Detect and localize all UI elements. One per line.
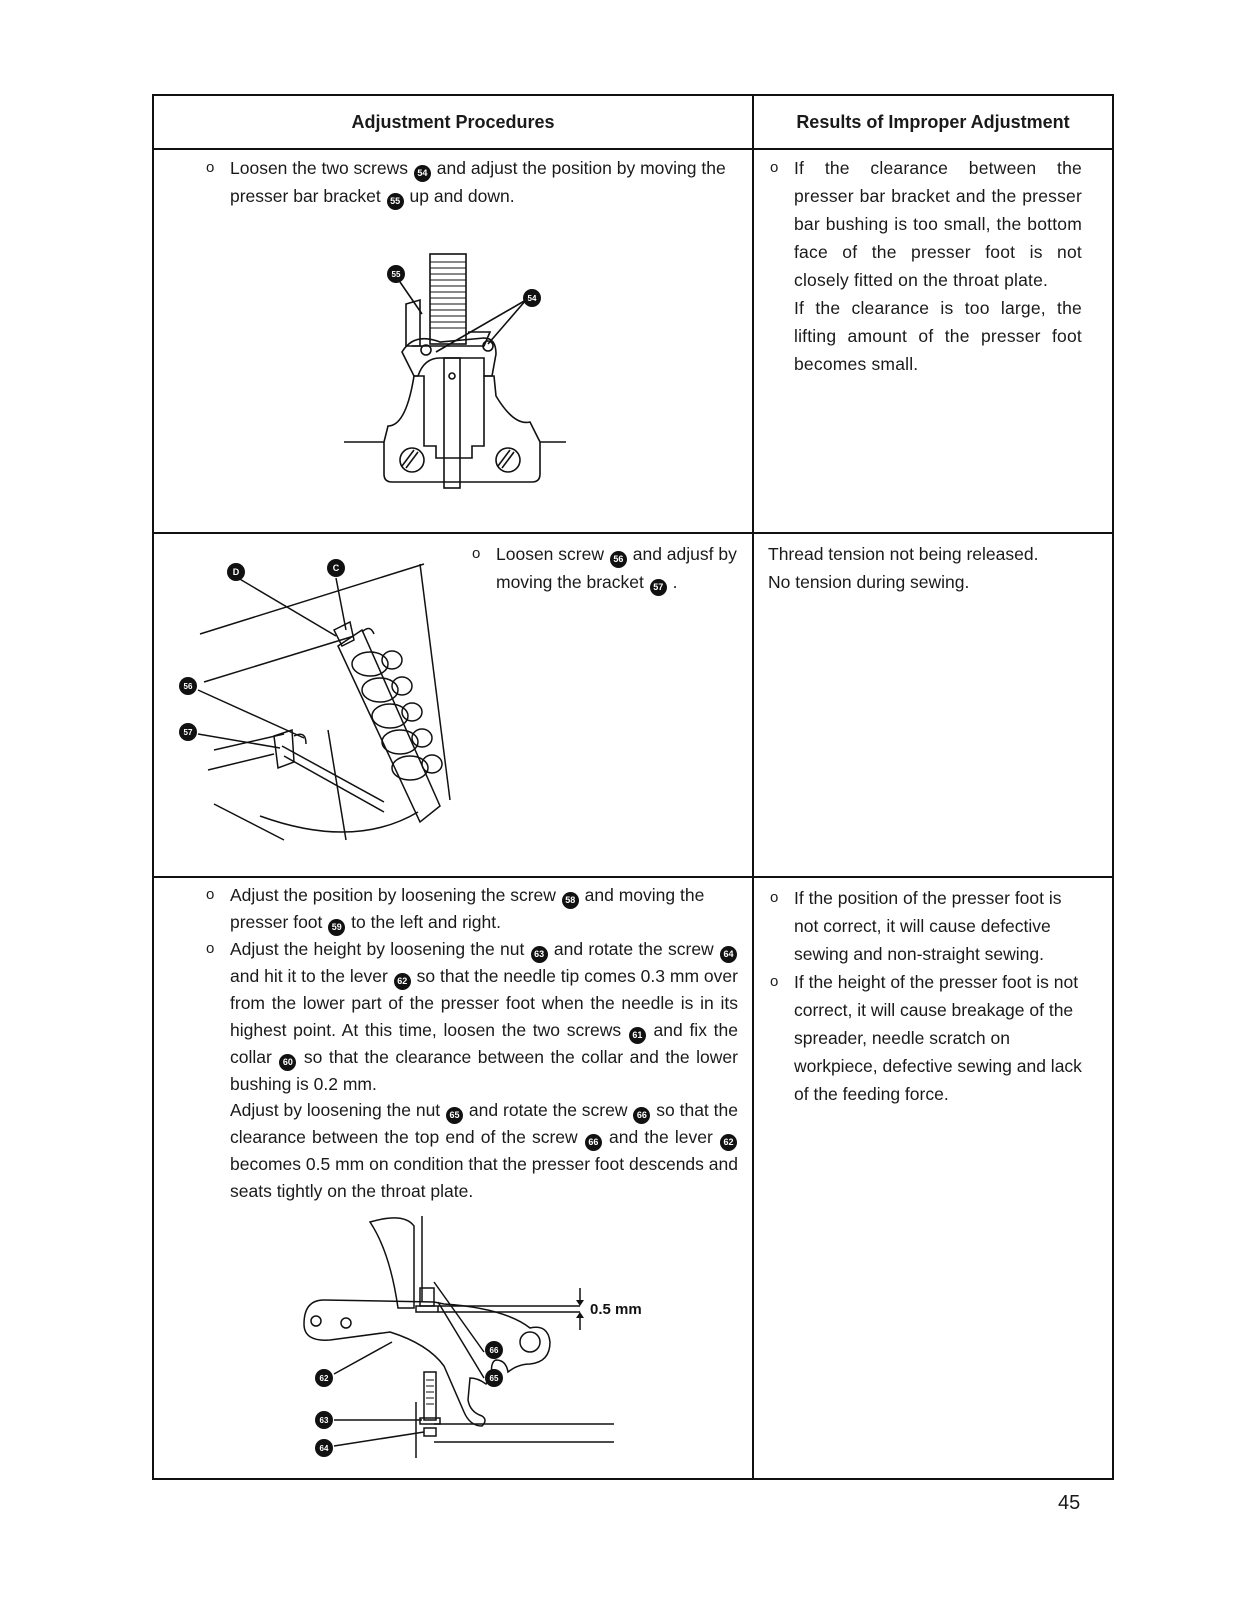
bullet-marker: o bbox=[206, 159, 215, 176]
ref-circle: 63 bbox=[531, 946, 548, 963]
header-divider bbox=[154, 148, 1112, 150]
callout-57: 57 bbox=[183, 728, 193, 737]
bullet-marker: o bbox=[770, 889, 779, 906]
header-procedures: Adjustment Procedures bbox=[351, 111, 555, 132]
row1-result-a: If the clearance between the presser bar bracket and the presser bar bushing is too small, the bottom face of the presser foot is not closely fitted on the throat plate. bbox=[794, 158, 1082, 290]
row1-procedure bbox=[206, 154, 736, 210]
callout-56: 56 bbox=[183, 682, 193, 691]
callout-66: 66 bbox=[489, 1346, 499, 1355]
row3-result bbox=[770, 884, 1082, 1108]
ref-circle: 64 bbox=[720, 946, 737, 963]
thread-tension-diagram bbox=[174, 550, 474, 860]
ref-circle: 62 bbox=[720, 1134, 737, 1151]
row3-p2-f: so that the clearance between the collar and the lower bushing is 0.2 mm. bbox=[230, 1046, 738, 1094]
ref-circle: 60 bbox=[279, 1054, 296, 1071]
row1-proc-text-a: Loosen the two screws bbox=[230, 158, 409, 178]
row1-proc-text-b: and adjust the position by moving the presser bar bracket bbox=[230, 158, 726, 206]
row3-p3-a: Adjust by loosening the nut bbox=[230, 1100, 441, 1120]
callout-55: 55 bbox=[391, 270, 401, 279]
row3-p1-b: and moving the presser foot bbox=[230, 885, 705, 932]
bullet-marker: o bbox=[472, 545, 481, 562]
callout-C: C bbox=[332, 563, 340, 573]
row-divider-2 bbox=[154, 876, 1112, 878]
row3-bullet-2 bbox=[206, 936, 738, 1204]
ref-circle: 66 bbox=[585, 1134, 602, 1151]
row3-p3-c: so that the clearance between the top end of the screw bbox=[230, 1100, 738, 1147]
row1-result bbox=[770, 154, 1082, 378]
ref-circle: 54 bbox=[414, 165, 431, 182]
ref-circle: 58 bbox=[562, 892, 579, 909]
row2-procedure bbox=[472, 540, 742, 596]
row2-result-a: Thread tension not being released. bbox=[768, 544, 1039, 564]
ref-circle: 57 bbox=[650, 579, 667, 596]
callout-65: 65 bbox=[489, 1374, 499, 1383]
presser-foot-lever-diagram bbox=[294, 1212, 674, 1462]
row3-result-bullet-2 bbox=[770, 968, 1082, 1108]
ref-circle: 66 bbox=[633, 1107, 650, 1124]
page-number: 45 bbox=[1058, 1492, 1081, 1514]
callout-64: 64 bbox=[319, 1444, 329, 1453]
row3-result-a: If the position of the presser foot is not correct, it will cause defective sewing and non-straight sewing. bbox=[794, 888, 1062, 964]
row2-proc-text-b: and adjusf by moving the bracket bbox=[496, 544, 737, 592]
presser-bar-bracket-diagram bbox=[344, 246, 574, 496]
row3-procedure bbox=[206, 882, 738, 1204]
bullet-marker: o bbox=[770, 973, 779, 990]
row1-proc-text-c: up and down. bbox=[409, 186, 515, 206]
bullet-marker: o bbox=[770, 159, 779, 176]
row3-bullet-1 bbox=[206, 882, 738, 936]
row2-proc-text-c: . bbox=[672, 572, 678, 592]
row1-result-b: If the clearance is too large, the lifting amount of the presser foot becomes small. bbox=[794, 298, 1082, 374]
row2-result-b: No tension during sewing. bbox=[768, 572, 970, 592]
row3-p2-e: and fix the collar bbox=[230, 1019, 738, 1067]
row3-p3-b: and rotate the screw bbox=[468, 1100, 628, 1120]
bullet-marker: o bbox=[206, 886, 215, 903]
bullet-marker: o bbox=[206, 940, 215, 957]
ref-circle: 56 bbox=[610, 551, 627, 568]
header-results: Results of Improper Adjustment bbox=[796, 111, 1070, 132]
ref-circle: 62 bbox=[394, 973, 411, 990]
ref-circle: 55 bbox=[387, 193, 404, 210]
adjustment-table bbox=[152, 94, 1114, 1480]
row3-p3-d: and the lever bbox=[609, 1127, 713, 1147]
row-divider-1 bbox=[154, 532, 1112, 534]
row3-result-bullet-1 bbox=[770, 884, 1082, 968]
ref-circle: 59 bbox=[328, 919, 345, 936]
row3-p2-c: and hit it to the lever bbox=[230, 966, 388, 986]
callout-63: 63 bbox=[319, 1416, 329, 1425]
row2-result bbox=[768, 540, 1098, 596]
row3-p2-a: Adjust the height by loosening the nut bbox=[230, 939, 525, 959]
row2-proc-text-a: Loosen screw bbox=[496, 544, 604, 564]
ref-circle: 65 bbox=[446, 1107, 463, 1124]
callout-D: D bbox=[232, 567, 240, 577]
row3-p3-e: becomes 0.5 mm on condition that the presser foot descends and seats tightly on the throat plate. bbox=[230, 1154, 738, 1201]
row3-result-b: If the height of the presser foot is not correct, it will cause breakage of the spreader, needle scratch on workpiece, defective sewing and lack of the feeding force. bbox=[794, 972, 1082, 1104]
row3-p1-c: to the left and right. bbox=[351, 912, 501, 932]
callout-54: 54 bbox=[527, 294, 537, 303]
callout-62: 62 bbox=[319, 1374, 329, 1383]
row3-p2-b: and rotate the screw bbox=[553, 939, 714, 959]
dimension-label: 0.5 mm bbox=[590, 1301, 642, 1318]
row3-p2-d: so that the needle tip comes 0.3 mm over from the lower part of the presser foot when the needle is in its highest point. At this time, loosen the two screws bbox=[230, 966, 738, 1040]
ref-circle: 61 bbox=[629, 1027, 646, 1044]
column-divider bbox=[752, 96, 754, 1478]
row3-p1-a: Adjust the position by loosening the screw bbox=[230, 885, 556, 905]
